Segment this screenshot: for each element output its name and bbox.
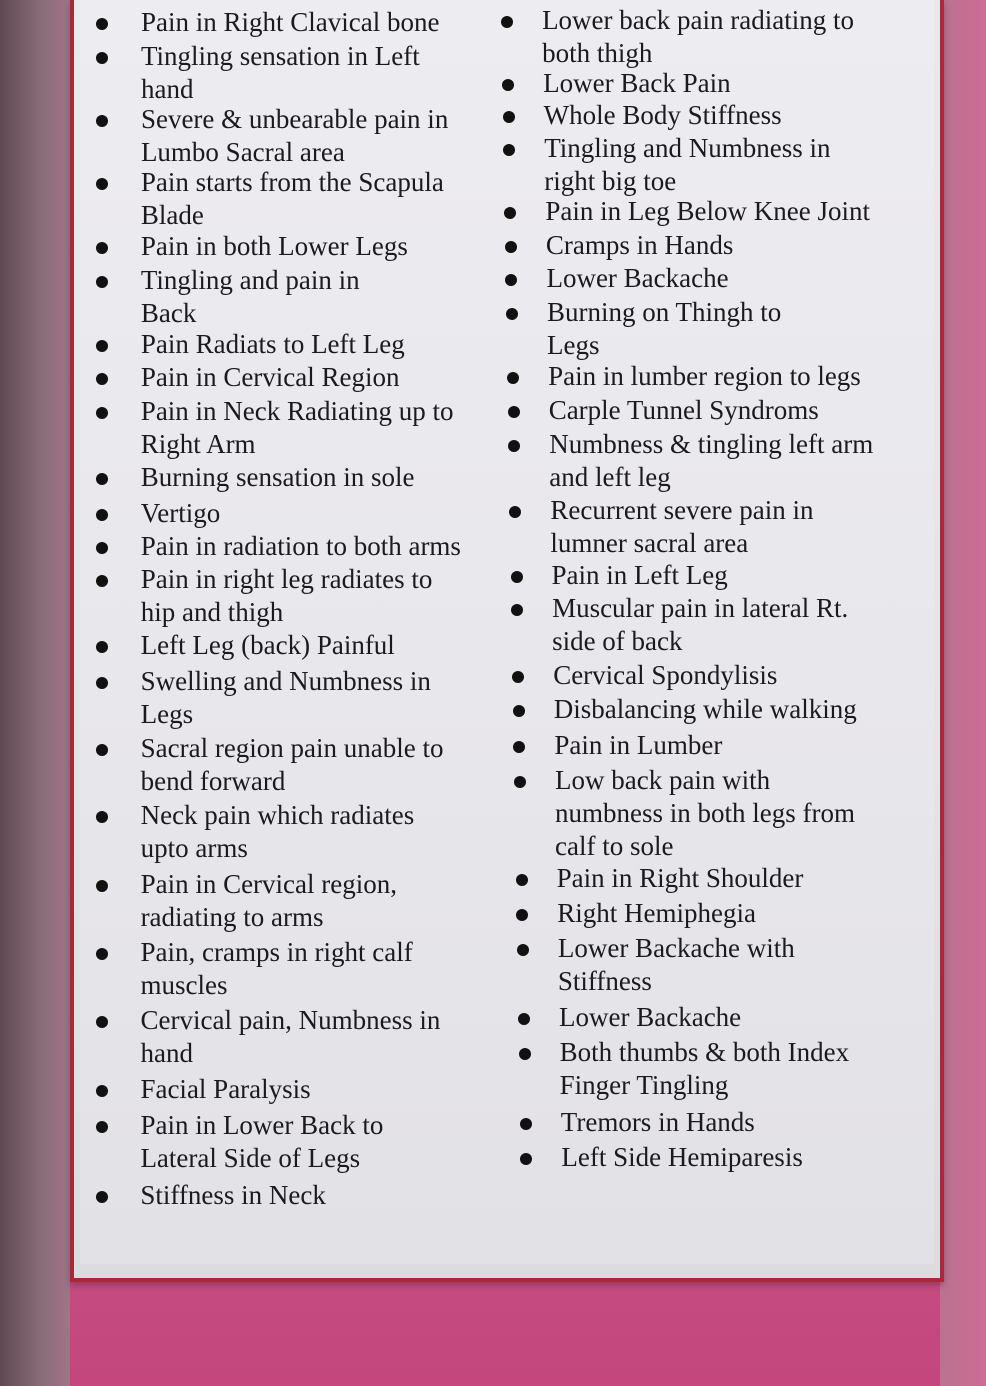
symptom-line: Pain Radiats to Left Leg [140, 329, 405, 359]
symptom-label [554, 729, 722, 762]
symptom-label [141, 361, 400, 394]
bullet-icon [96, 1016, 108, 1028]
symptom-label [560, 1036, 850, 1102]
symptom-line: Tremors in Hands [560, 1107, 755, 1137]
symptom-line: upto arms [140, 833, 248, 863]
symptom-label [557, 897, 756, 930]
bullet-icon [513, 705, 525, 717]
symptom-line: right big toe [544, 166, 677, 196]
bullet-icon [519, 1048, 531, 1060]
symptom-line: Neck pain which radiates [140, 800, 415, 830]
symptom-line: Lower Back Pain [543, 68, 731, 98]
symptom-line: Pain, cramps in right calf [140, 937, 413, 967]
symptom-line: Pain in Lower Back to [140, 1110, 384, 1140]
bullet-icon [507, 372, 519, 384]
bullet-icon [96, 276, 108, 288]
symptom-line: Muscular pain in lateral Rt. [552, 593, 849, 623]
bullet-icon [96, 242, 108, 254]
bullet-icon [96, 18, 108, 30]
symptom-line: Pain in Cervical Region [140, 362, 400, 392]
symptom-line: Tingling sensation in Left [140, 41, 420, 71]
bullet-icon [96, 407, 108, 419]
symptom-label [558, 932, 795, 998]
symptom-line: muscles [140, 970, 228, 1000]
symptom-label [552, 592, 848, 658]
symptom-label [543, 67, 730, 100]
symptom-label [141, 40, 420, 106]
symptom-line: Pain in Leg Below Knee Joint [545, 196, 871, 226]
symptom-line: Tingling and pain in [140, 265, 360, 295]
symptom-line: Pain in lumber region to legs [548, 361, 861, 391]
bullet-icon [520, 1118, 532, 1130]
symptom-label [140, 1179, 325, 1212]
symptom-line: Lower Backache with [557, 933, 795, 963]
symptom-label [141, 264, 360, 330]
symptom-line: Vertigo [140, 498, 221, 528]
symptom-label [550, 494, 813, 560]
symptom-line: side of back [552, 626, 683, 656]
symptom-line: Pain in both Lower Legs [140, 231, 408, 261]
bullet-icon [96, 744, 108, 756]
bullet-icon [96, 473, 108, 485]
symptom-line: Pain starts from the Scapula [140, 167, 444, 197]
symptom-line: Lumbo Sacral area [140, 137, 345, 167]
symptom-label [140, 1109, 383, 1175]
bullet-icon [96, 115, 108, 127]
symptom-line: Disbalancing while walking [553, 694, 857, 724]
symptom-label [141, 166, 444, 232]
symptom-line: Lower back pain radiating to [542, 5, 854, 35]
symptom-label [141, 395, 454, 461]
symptom-label [552, 559, 728, 592]
bullet-icon [96, 52, 108, 64]
symptom-line: hip and thigh [140, 597, 284, 627]
symptom-label [559, 1001, 741, 1034]
bullet-icon [96, 575, 108, 587]
symptom-line: Sacral region pain unable to [140, 733, 444, 763]
symptom-line: Burning on Thingh to [547, 297, 782, 327]
symptom-line: Blade [140, 200, 204, 230]
symptom-line: Left Leg (back) Painful [140, 630, 395, 660]
bullet-icon [96, 641, 108, 653]
symptom-line: Low back pain with [554, 765, 771, 795]
symptom-line: bend forward [140, 766, 286, 796]
bullet-icon [96, 880, 108, 892]
bullet-icon [501, 16, 513, 28]
symptom-label [547, 296, 781, 362]
bullet-icon [96, 677, 108, 689]
symptom-line: Burning sensation in sole [140, 462, 415, 492]
symptom-label [141, 732, 444, 798]
symptom-label [141, 629, 395, 662]
symptom-line: Pain in Lumber [554, 730, 723, 760]
symptom-line: Cramps in Hands [545, 230, 734, 260]
symptom-line: Facial Paralysis [140, 1074, 311, 1104]
symptom-line: Whole Body Stiffness [543, 100, 782, 130]
symptom-label [141, 563, 433, 629]
symptom-line: Tingling and Numbness in [544, 133, 831, 163]
symptom-label [141, 328, 405, 361]
symptom-label [546, 229, 733, 262]
bullet-icon [518, 1013, 530, 1025]
symptom-label [545, 195, 870, 228]
symptom-line: Right Hemiphegia [557, 898, 756, 928]
symptom-label [140, 1073, 310, 1106]
bullet-icon [96, 373, 108, 385]
symptom-line: radiating to arms [140, 902, 324, 932]
symptom-line: Right Arm [140, 429, 256, 459]
symptom-label [141, 461, 415, 494]
bullet-icon [516, 874, 528, 886]
bullet-icon [96, 340, 108, 352]
symptom-line: Finger Tingling [559, 1070, 729, 1100]
symptom-label [561, 1141, 802, 1174]
symptom-line: Legs [547, 330, 600, 360]
bullet-icon [96, 178, 108, 190]
bullet-icon [511, 604, 523, 616]
symptom-line: lumner sacral area [550, 528, 749, 558]
symptom-line: both thigh [542, 38, 653, 68]
bullet-icon [96, 1191, 108, 1203]
symptom-line: and left leg [549, 462, 671, 492]
symptom-line: Swelling and Numbness in [140, 666, 431, 696]
symptom-label [141, 230, 408, 263]
symptom-label [548, 360, 861, 393]
symptom-line: Both thumbs & both Index [559, 1037, 850, 1067]
symptom-line: Stiffness in Neck [140, 1180, 326, 1210]
bullet-icon [96, 542, 108, 554]
symptom-line: Severe & unbearable pain in [140, 104, 449, 134]
symptom-label [549, 428, 873, 494]
symptom-label [140, 1004, 440, 1070]
symptom-label [554, 693, 857, 726]
bullet-icon [517, 944, 529, 956]
symptom-line: hand [140, 1038, 193, 1068]
symptom-line: Recurrent severe pain in [550, 495, 814, 525]
bullet-icon [96, 811, 108, 823]
symptom-line: Cervical pain, Numbness in [140, 1005, 441, 1035]
bullet-icon [511, 571, 523, 583]
symptom-label [141, 6, 439, 39]
symptom-line: Pain in right leg radiates to [140, 564, 433, 594]
bullet-icon [506, 308, 518, 320]
bullet-icon [96, 948, 108, 960]
bullet-icon [96, 1121, 108, 1133]
bullet-icon [508, 406, 520, 418]
symptom-line: Pain in Left Leg [551, 560, 728, 590]
symptom-label [549, 394, 819, 427]
background-left-edge [0, 0, 70, 1386]
symptom-label [542, 4, 854, 70]
symptom-line: Left Side Hemiparesis [561, 1142, 803, 1172]
symptom-line: hand [140, 74, 194, 104]
symptom-label [141, 103, 448, 169]
symptom-line: Pain in Right Shoulder [556, 863, 804, 893]
symptom-label [141, 799, 415, 865]
symptom-label [141, 665, 431, 731]
symptom-label [141, 497, 220, 530]
symptom-label [561, 1106, 755, 1139]
symptom-line: Legs [140, 699, 194, 729]
symptom-label [544, 132, 830, 198]
bullet-icon [96, 1085, 108, 1097]
symptom-line: Lower Backache [559, 1002, 742, 1032]
symptom-line: Pain in radiation to both arms [140, 531, 461, 561]
symptom-label [141, 936, 413, 1002]
symptom-line: Pain in Cervical region, [140, 869, 397, 899]
bullet-icon [505, 241, 517, 253]
symptom-label [553, 659, 777, 692]
symptom-label [557, 862, 804, 895]
symptom-line: calf to sole [554, 831, 674, 861]
symptom-label [141, 530, 461, 563]
symptom-line: Pain in Neck Radiating up to [140, 396, 454, 426]
symptom-line: Stiffness [557, 966, 652, 996]
symptom-line: Lateral Side of Legs [140, 1143, 361, 1173]
symptom-label [544, 99, 782, 132]
symptom-label [546, 262, 728, 295]
symptom-line: Cervical Spondylisis [553, 660, 778, 690]
background-right-edge [940, 0, 986, 1386]
bullet-icon [96, 509, 108, 521]
symptom-line: Back [140, 298, 197, 328]
symptom-line: Numbness & tingling left arm [549, 429, 874, 459]
symptom-line: Lower Backache [546, 263, 729, 293]
symptom-label [555, 764, 855, 863]
symptom-line: Carple Tunnel Syndroms [548, 395, 819, 425]
bullet-icon [514, 776, 526, 788]
symptom-label [141, 868, 397, 934]
bullet-icon [503, 111, 515, 123]
symptom-line: Pain in Right Clavical bone [140, 7, 440, 37]
symptom-line: numbness in both legs from [554, 798, 855, 828]
